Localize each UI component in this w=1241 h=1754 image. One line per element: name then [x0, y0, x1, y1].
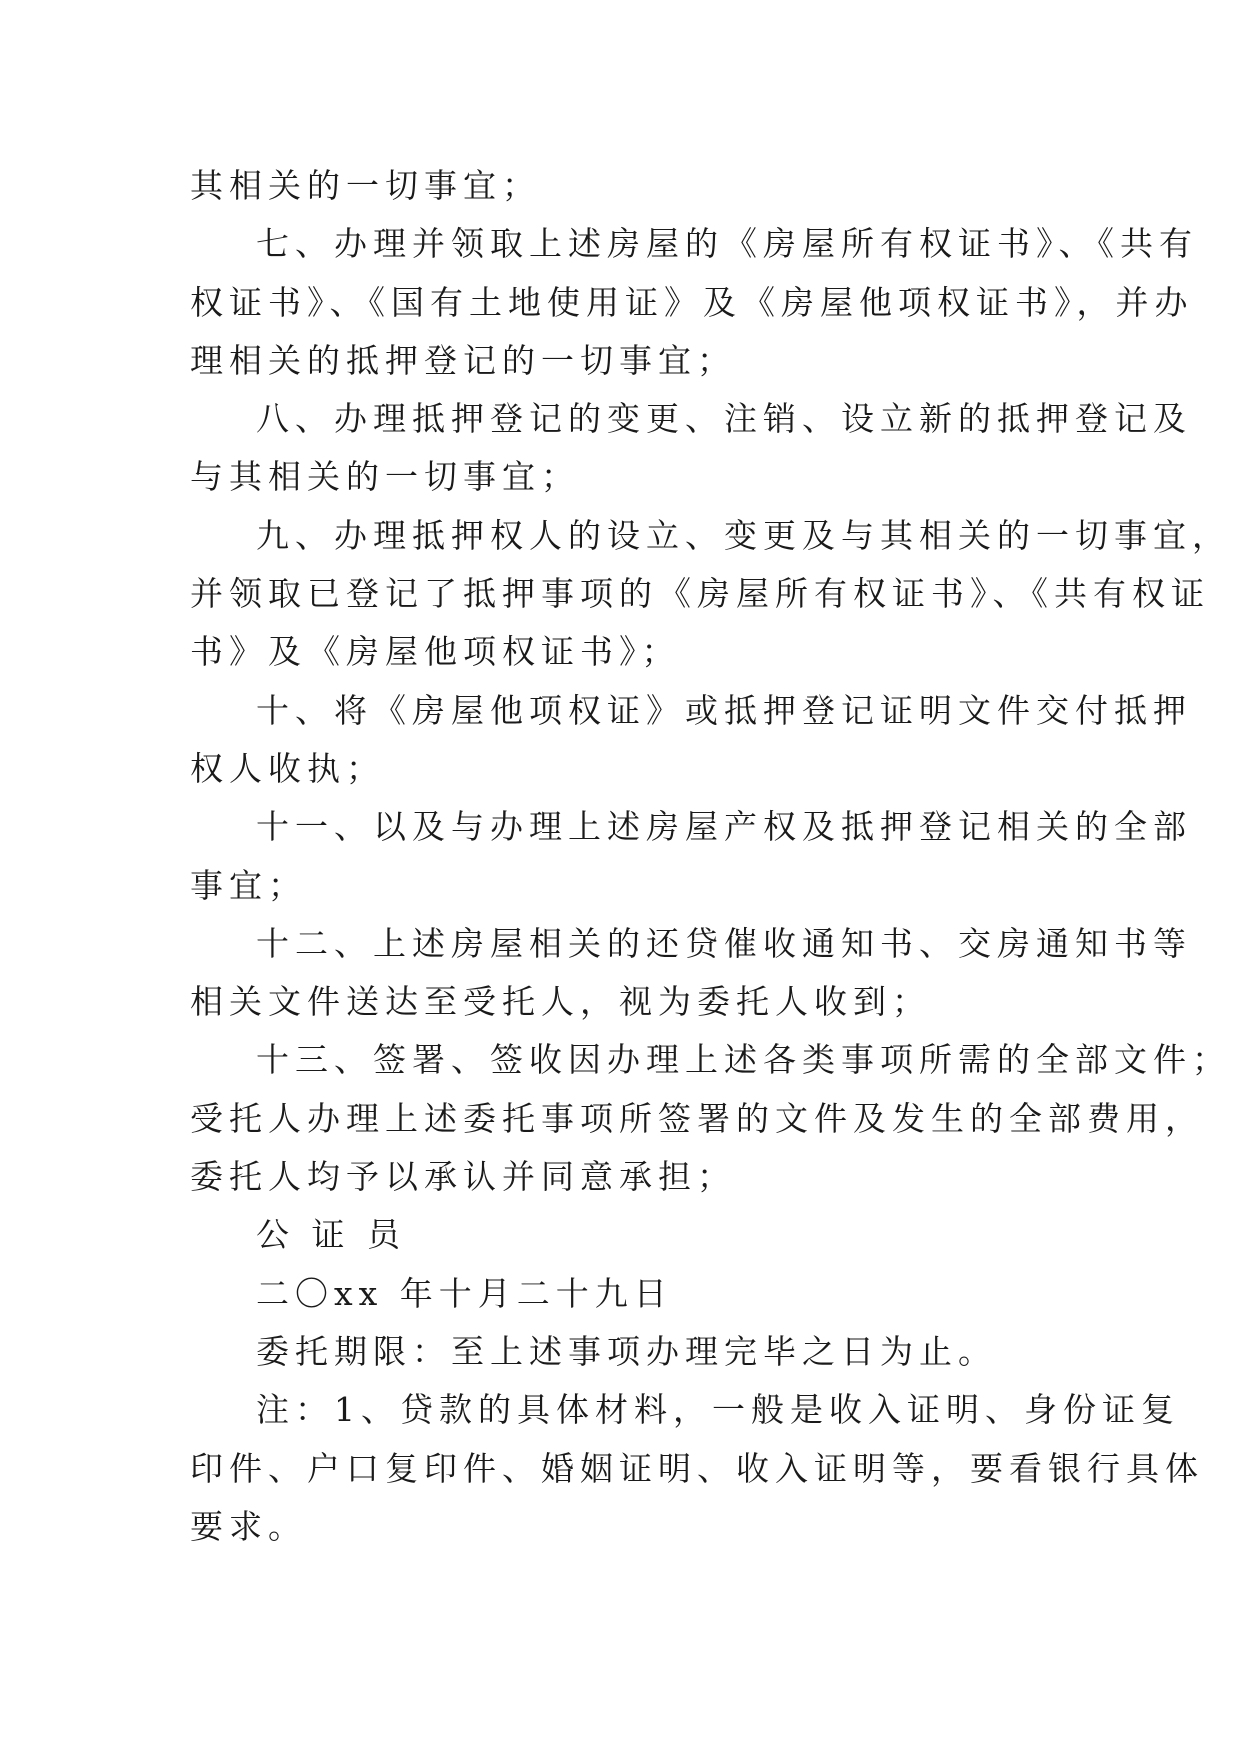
text-line: 权人收执； [190, 748, 385, 788]
clause-12: 十二、上述房屋相关的还贷催收通知书、交房通知书等 [256, 923, 1192, 963]
clause-7: 七、办理并领取上述房屋的《房屋所有权证书》、《共有 [256, 224, 1198, 264]
clause-11: 十一、以及与办理上述房屋产权及抵押登记相关的全部 [256, 807, 1192, 847]
clause-10: 十、将《房屋他项权证》或抵押登记证明文件交付抵押 [256, 690, 1192, 730]
text-line: 事宜； [190, 865, 307, 905]
notary-label: 公 证 员 [256, 1215, 406, 1255]
document-body [190, 157, 1231, 1556]
text-line: 委托人均予以承认并同意承担； [190, 1157, 736, 1197]
text-line: 并领取已登记了抵押事项的《房屋所有权证书》、《共有权证 [190, 574, 1210, 614]
entrustment-period: 委托期限：至上述事项办理完毕之日为止。 [256, 1331, 997, 1371]
clause-8: 八、办理抵押登记的变更、注销、设立新的抵押登记及 [256, 399, 1192, 439]
clause-9: 九、办理抵押权人的设立、变更及与其相关的一切事宜， [256, 515, 1231, 555]
text-line: 相关文件送达至受托人，视为委托人收到； [190, 982, 931, 1022]
note: 注：1、贷款的具体材料，一般是收入证明、身份证复 [256, 1390, 1180, 1430]
text-line: 权证书》、《国有土地使用证》及《房屋他项权证书》，并办 [190, 282, 1194, 322]
text-line: 印件、户口复印件、婚姻证明、收入证明等，要看银行具体 [190, 1448, 1204, 1488]
clause-13: 十三、签署、签收因办理上述各类事项所需的全部文件； [256, 1040, 1231, 1080]
text-line: 理相关的抵押登记的一切事宜； [190, 340, 736, 380]
text-line: 其相关的一切事宜； [190, 166, 541, 205]
text-line: 受托人办理上述委托事项所签署的文件及发生的全部费用， [190, 1098, 1204, 1138]
text-line: 书》及《房屋他项权证书》； [190, 632, 681, 672]
document-date: 二〇xx 年十月二十九日 [256, 1273, 673, 1313]
text-line: 要求。 [190, 1506, 307, 1546]
text-line: 与其相关的一切事宜； [190, 457, 580, 497]
